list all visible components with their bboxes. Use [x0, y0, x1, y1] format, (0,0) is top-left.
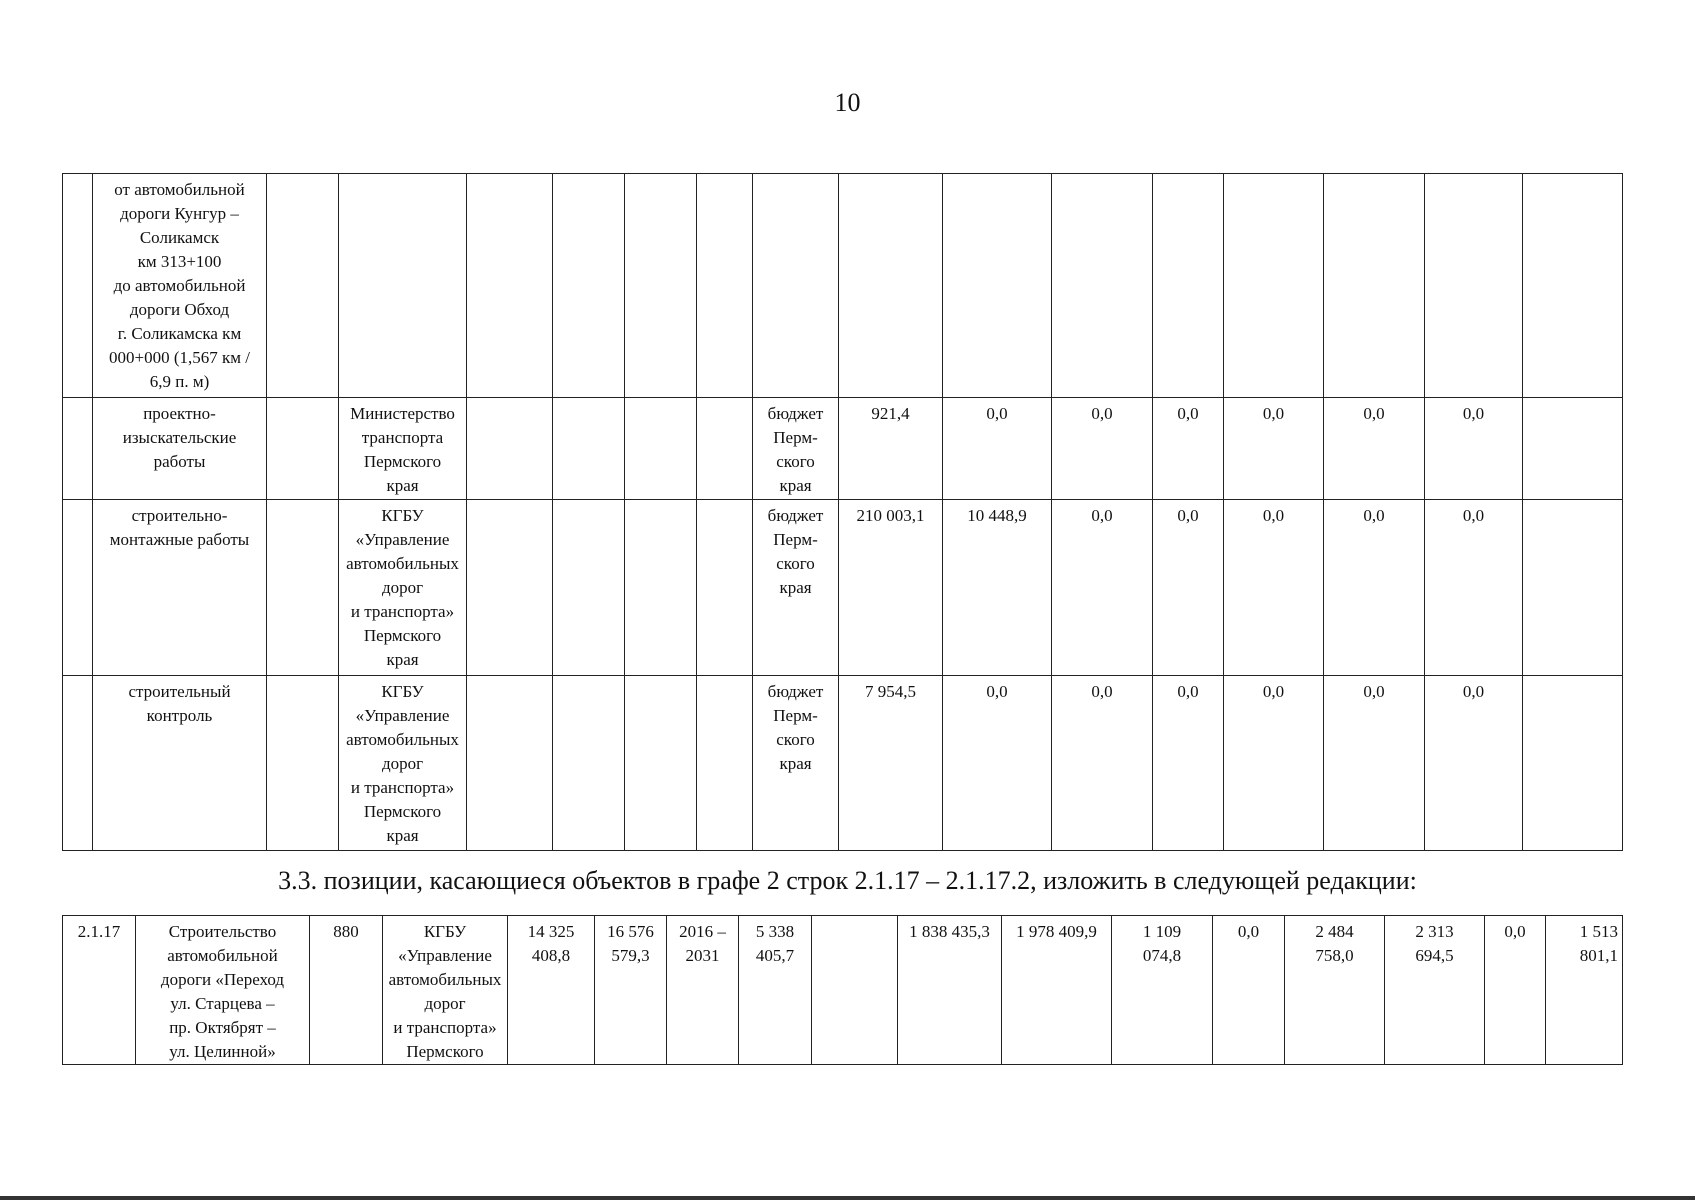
table-cell: 7 954,5	[839, 676, 943, 851]
table-cell	[1523, 398, 1623, 500]
table-cell: 0,0	[1153, 398, 1224, 500]
budget-table-revised	[62, 915, 1623, 1065]
table-cell	[625, 676, 697, 851]
table-cell: 0,0	[1324, 500, 1425, 676]
table-row	[63, 676, 1623, 851]
table-cell: 2 313 694,5	[1385, 916, 1485, 1065]
table-cell: 0,0	[1153, 500, 1224, 676]
table-cell: бюджет Перм- ского края	[753, 398, 839, 500]
table-cell: 0,0	[1425, 398, 1523, 500]
table-cell	[1224, 174, 1324, 398]
budget-table-continued	[62, 173, 1623, 851]
table-cell	[812, 916, 898, 1065]
table-cell: 0,0	[1153, 676, 1224, 851]
table-cell	[467, 500, 553, 676]
table-cell: Строительство автомобильной дороги «Переход ул. Старцева – пр. Октябрят – ул. Целинной»	[136, 916, 310, 1065]
table-cell: 5 338 405,7	[739, 916, 812, 1065]
table-cell	[1523, 500, 1623, 676]
table-cell: строительно- монтажные работы	[93, 500, 267, 676]
table-cell	[467, 398, 553, 500]
table-cell: бюджет Перм- ского края	[753, 500, 839, 676]
table-cell	[943, 174, 1052, 398]
table-row	[63, 174, 1623, 398]
table-cell	[697, 174, 753, 398]
table-cell	[267, 676, 339, 851]
table-cell	[467, 676, 553, 851]
table-cell	[553, 398, 625, 500]
table-cell	[1425, 174, 1523, 398]
table-cell: 0,0	[943, 398, 1052, 500]
table-cell	[63, 676, 93, 851]
table-cell: 0,0	[1425, 676, 1523, 851]
table-cell	[753, 174, 839, 398]
table-cell	[625, 398, 697, 500]
table-cell: КГБУ «Управление автомобильных дорог и транспорта» Пермского	[383, 916, 508, 1065]
table-cell: 210 003,1	[839, 500, 943, 676]
table-cell: 0,0	[1324, 398, 1425, 500]
table-cell	[697, 676, 753, 851]
table-cell	[553, 676, 625, 851]
table-cell: строительный контроль	[93, 676, 267, 851]
table-cell: 14 325 408,8	[508, 916, 595, 1065]
table-row	[63, 500, 1623, 676]
table-cell	[1523, 174, 1623, 398]
table-cell: 0,0	[1052, 398, 1153, 500]
table-cell: 2016 – 2031	[667, 916, 739, 1065]
table-cell	[267, 398, 339, 500]
table-cell: 0,0	[1425, 500, 1523, 676]
table-cell: 0,0	[1224, 398, 1324, 500]
table-cell	[467, 174, 553, 398]
table-cell: 0,0	[943, 676, 1052, 851]
table-cell	[267, 174, 339, 398]
table-cell: от автомобильной дороги Кунгур – Соликамск км 313+100 до автомобильной дороги Обход г. Соликамска км 000+000 (1,567 км / 6,9 п. м)	[93, 174, 267, 398]
table-cell: 0,0	[1052, 500, 1153, 676]
table-cell: 1 978 409,9	[1002, 916, 1112, 1065]
table-cell	[553, 174, 625, 398]
table-cell: 2 484 758,0	[1285, 916, 1385, 1065]
table-cell: проектно- изыскательские работы	[93, 398, 267, 500]
table-cell	[339, 174, 467, 398]
scan-edge-line	[0, 1196, 1695, 1200]
table-cell: 880	[310, 916, 383, 1065]
table-cell: 0,0	[1485, 916, 1546, 1065]
page-number: 10	[834, 88, 861, 117]
table-cell: 0,0	[1213, 916, 1285, 1065]
table-cell: 1 109 074,8	[1112, 916, 1213, 1065]
table-cell	[63, 398, 93, 500]
table-cell: 0,0	[1052, 676, 1153, 851]
table-cell: 16 576 579,3	[595, 916, 667, 1065]
table-cell	[697, 500, 753, 676]
table-cell	[1324, 174, 1425, 398]
table-cell	[1153, 174, 1224, 398]
table-cell: 0,0	[1324, 676, 1425, 851]
table-cell	[1052, 174, 1153, 398]
table-row	[63, 916, 1623, 1065]
table-row	[63, 398, 1623, 500]
table-cell	[1523, 676, 1623, 851]
table-cell	[625, 174, 697, 398]
table-cell	[625, 500, 697, 676]
table-cell: 921,4	[839, 398, 943, 500]
table-cell	[839, 174, 943, 398]
table-cell: бюджет Перм- ского края	[753, 676, 839, 851]
table-cell: 1 838 435,3	[898, 916, 1002, 1065]
table-cell: КГБУ «Управление автомобильных дорог и транспорта» Пермского края	[339, 676, 467, 851]
table-cell	[553, 500, 625, 676]
table-cell: 1 513 801,1	[1546, 916, 1623, 1065]
table-cell: 0,0	[1224, 500, 1324, 676]
table-cell	[697, 398, 753, 500]
table-cell: КГБУ «Управление автомобильных дорог и транспорта» Пермского края	[339, 500, 467, 676]
table-cell: Министерство транспорта Пермского края	[339, 398, 467, 500]
table-cell	[267, 500, 339, 676]
table-cell: 0,0	[1224, 676, 1324, 851]
table-cell: 2.1.17	[63, 916, 136, 1065]
table-cell	[63, 500, 93, 676]
table-cell	[63, 174, 93, 398]
section-heading: 3.3. позиции, касающиеся объектов в графе 2 строк 2.1.17 – 2.1.17.2, изложить в следующей редакции:	[278, 866, 1417, 895]
table-cell: 10 448,9	[943, 500, 1052, 676]
